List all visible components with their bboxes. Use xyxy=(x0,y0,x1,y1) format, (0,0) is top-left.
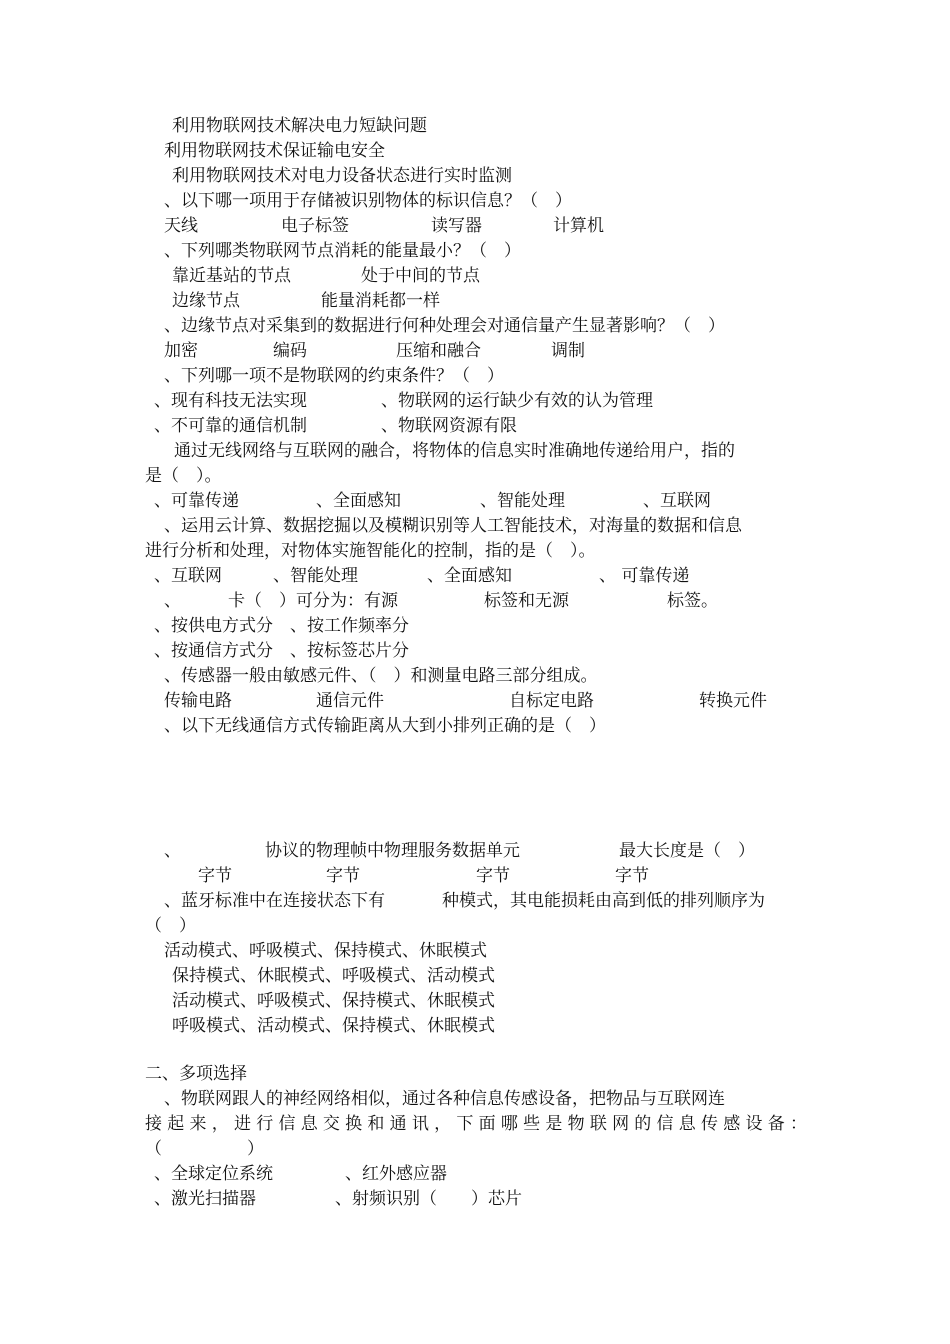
option-text: 、智能处理 xyxy=(273,566,358,586)
answer-blank: （ ） xyxy=(145,1139,264,1159)
option-text: 、射频识别（ ）芯片 xyxy=(335,1189,522,1209)
question-line: （ ） xyxy=(145,916,196,936)
option-text: 字节 xyxy=(615,866,649,886)
option-text: 、不可靠的通信机制 xyxy=(154,416,307,436)
option-text: 、物联网的运行缺少有效的认为管理 xyxy=(381,391,653,411)
option-text: 、 可靠传递 xyxy=(599,566,690,586)
option-text: 、智能处理 xyxy=(480,491,565,511)
question-text: 协议的物理帧中物理服务数据单元 xyxy=(265,841,520,861)
option-text: 转换元件 xyxy=(699,691,767,711)
option-line: 利用物联网技术解决电力短缺问题 xyxy=(172,116,427,136)
option-text: 、激光扫描器 xyxy=(154,1189,256,1209)
option-text: 调制 xyxy=(551,341,585,361)
option-text: 通信元件 xyxy=(316,691,384,711)
option-text: 处于中间的节点 xyxy=(361,266,480,286)
question-line: 、以下无线通信方式传输距离从大到小排列正确的是（ ） xyxy=(164,716,606,736)
question-text: 最大长度是（ ） xyxy=(619,841,755,861)
option-text: 编码 xyxy=(273,341,307,361)
option-line: 活动模式、呼吸模式、保持模式、休眠模式 xyxy=(172,991,495,1011)
option-text: 、可靠传递 xyxy=(154,491,239,511)
question-line: 、传感器一般由敏感元件、（ ）和测量电路三部分组成。 xyxy=(164,666,598,686)
option-text: 、全面感知 xyxy=(316,491,401,511)
option-text: 、全球定位系统 xyxy=(154,1164,273,1184)
question-text: 卡（ ）可分为：有源 xyxy=(228,591,398,611)
option-text: 、物联网资源有限 xyxy=(381,416,517,436)
option-text: 、全面感知 xyxy=(427,566,512,586)
option-text: 字节 xyxy=(326,866,360,886)
option-line: 利用物联网技术保证输电安全 xyxy=(164,141,385,161)
option-text: 天线 xyxy=(164,216,198,236)
option-line: 、按通信方式分 、按标签芯片分 xyxy=(154,641,409,661)
question-line: 是（ ）。 xyxy=(145,466,222,486)
option-text: 计算机 xyxy=(553,216,604,236)
question-text: 标签。 xyxy=(667,591,718,611)
question-line: 、边缘节点对采集到的数据进行何种处理会对通信量产生显著影响？（ ） xyxy=(164,316,725,336)
question-line: 、运用云计算、数据挖掘以及模糊识别等人工智能技术，对海量的数据和信息 xyxy=(164,516,742,536)
option-text: 、互联网 xyxy=(154,566,222,586)
section-heading: 二、多项选择 xyxy=(145,1064,247,1084)
option-text: 、互联网 xyxy=(643,491,711,511)
option-line: 活动模式、呼吸模式、保持模式、休眠模式 xyxy=(164,941,487,961)
option-text: 字节 xyxy=(476,866,510,886)
option-text: 字节 xyxy=(198,866,232,886)
question-text: 种模式，其电能损耗由高到低的排列顺序为 xyxy=(442,891,765,911)
option-text: 读写器 xyxy=(431,216,482,236)
question-line: 接起来，进行信息交换和通讯，下面哪些是物联网的信息传感设备： xyxy=(145,1114,807,1134)
question-text: 、 xyxy=(164,841,181,861)
question-line: 通过无线网络与互联网的融合，将物体的信息实时准确地传递给用户，指的 xyxy=(174,441,735,461)
option-text: 、现有科技无法实现 xyxy=(154,391,307,411)
question-text: 、 xyxy=(164,591,181,611)
option-line: 、按供电方式分 、按工作频率分 xyxy=(154,616,409,636)
question-text: 标签和无源 xyxy=(484,591,569,611)
option-line: 呼吸模式、活动模式、保持模式、休眠模式 xyxy=(172,1016,495,1036)
option-text: 自标定电路 xyxy=(509,691,594,711)
option-text: 电子标签 xyxy=(281,216,349,236)
option-line: 保持模式、休眠模式、呼吸模式、活动模式 xyxy=(172,966,495,986)
option-text: 、红外感应器 xyxy=(345,1164,447,1184)
option-text: 压缩和融合 xyxy=(396,341,481,361)
option-text: 边缘节点 xyxy=(172,291,240,311)
option-text: 靠近基站的节点 xyxy=(172,266,291,286)
question-line: 、物联网跟人的神经网络相似，通过各种信息传感设备，把物品与互联网连 xyxy=(164,1089,725,1109)
option-line: 利用物联网技术对电力设备状态进行实时监测 xyxy=(172,166,512,186)
option-text: 传输电路 xyxy=(164,691,232,711)
question-line: 、下列哪类物联网节点消耗的能量最小？（ ） xyxy=(164,241,521,261)
question-line: 、下列哪一项不是物联网的约束条件？（ ） xyxy=(164,366,504,386)
option-text: 能量消耗都一样 xyxy=(321,291,440,311)
option-text: 加密 xyxy=(164,341,198,361)
question-line: 、以下哪一项用于存储被识别物体的标识信息？（ ） xyxy=(164,191,572,211)
question-text: 、蓝牙标准中在连接状态下有 xyxy=(164,891,385,911)
question-line: 进行分析和处理，对物体实施智能化的控制，指的是（ ）。 xyxy=(145,541,596,561)
